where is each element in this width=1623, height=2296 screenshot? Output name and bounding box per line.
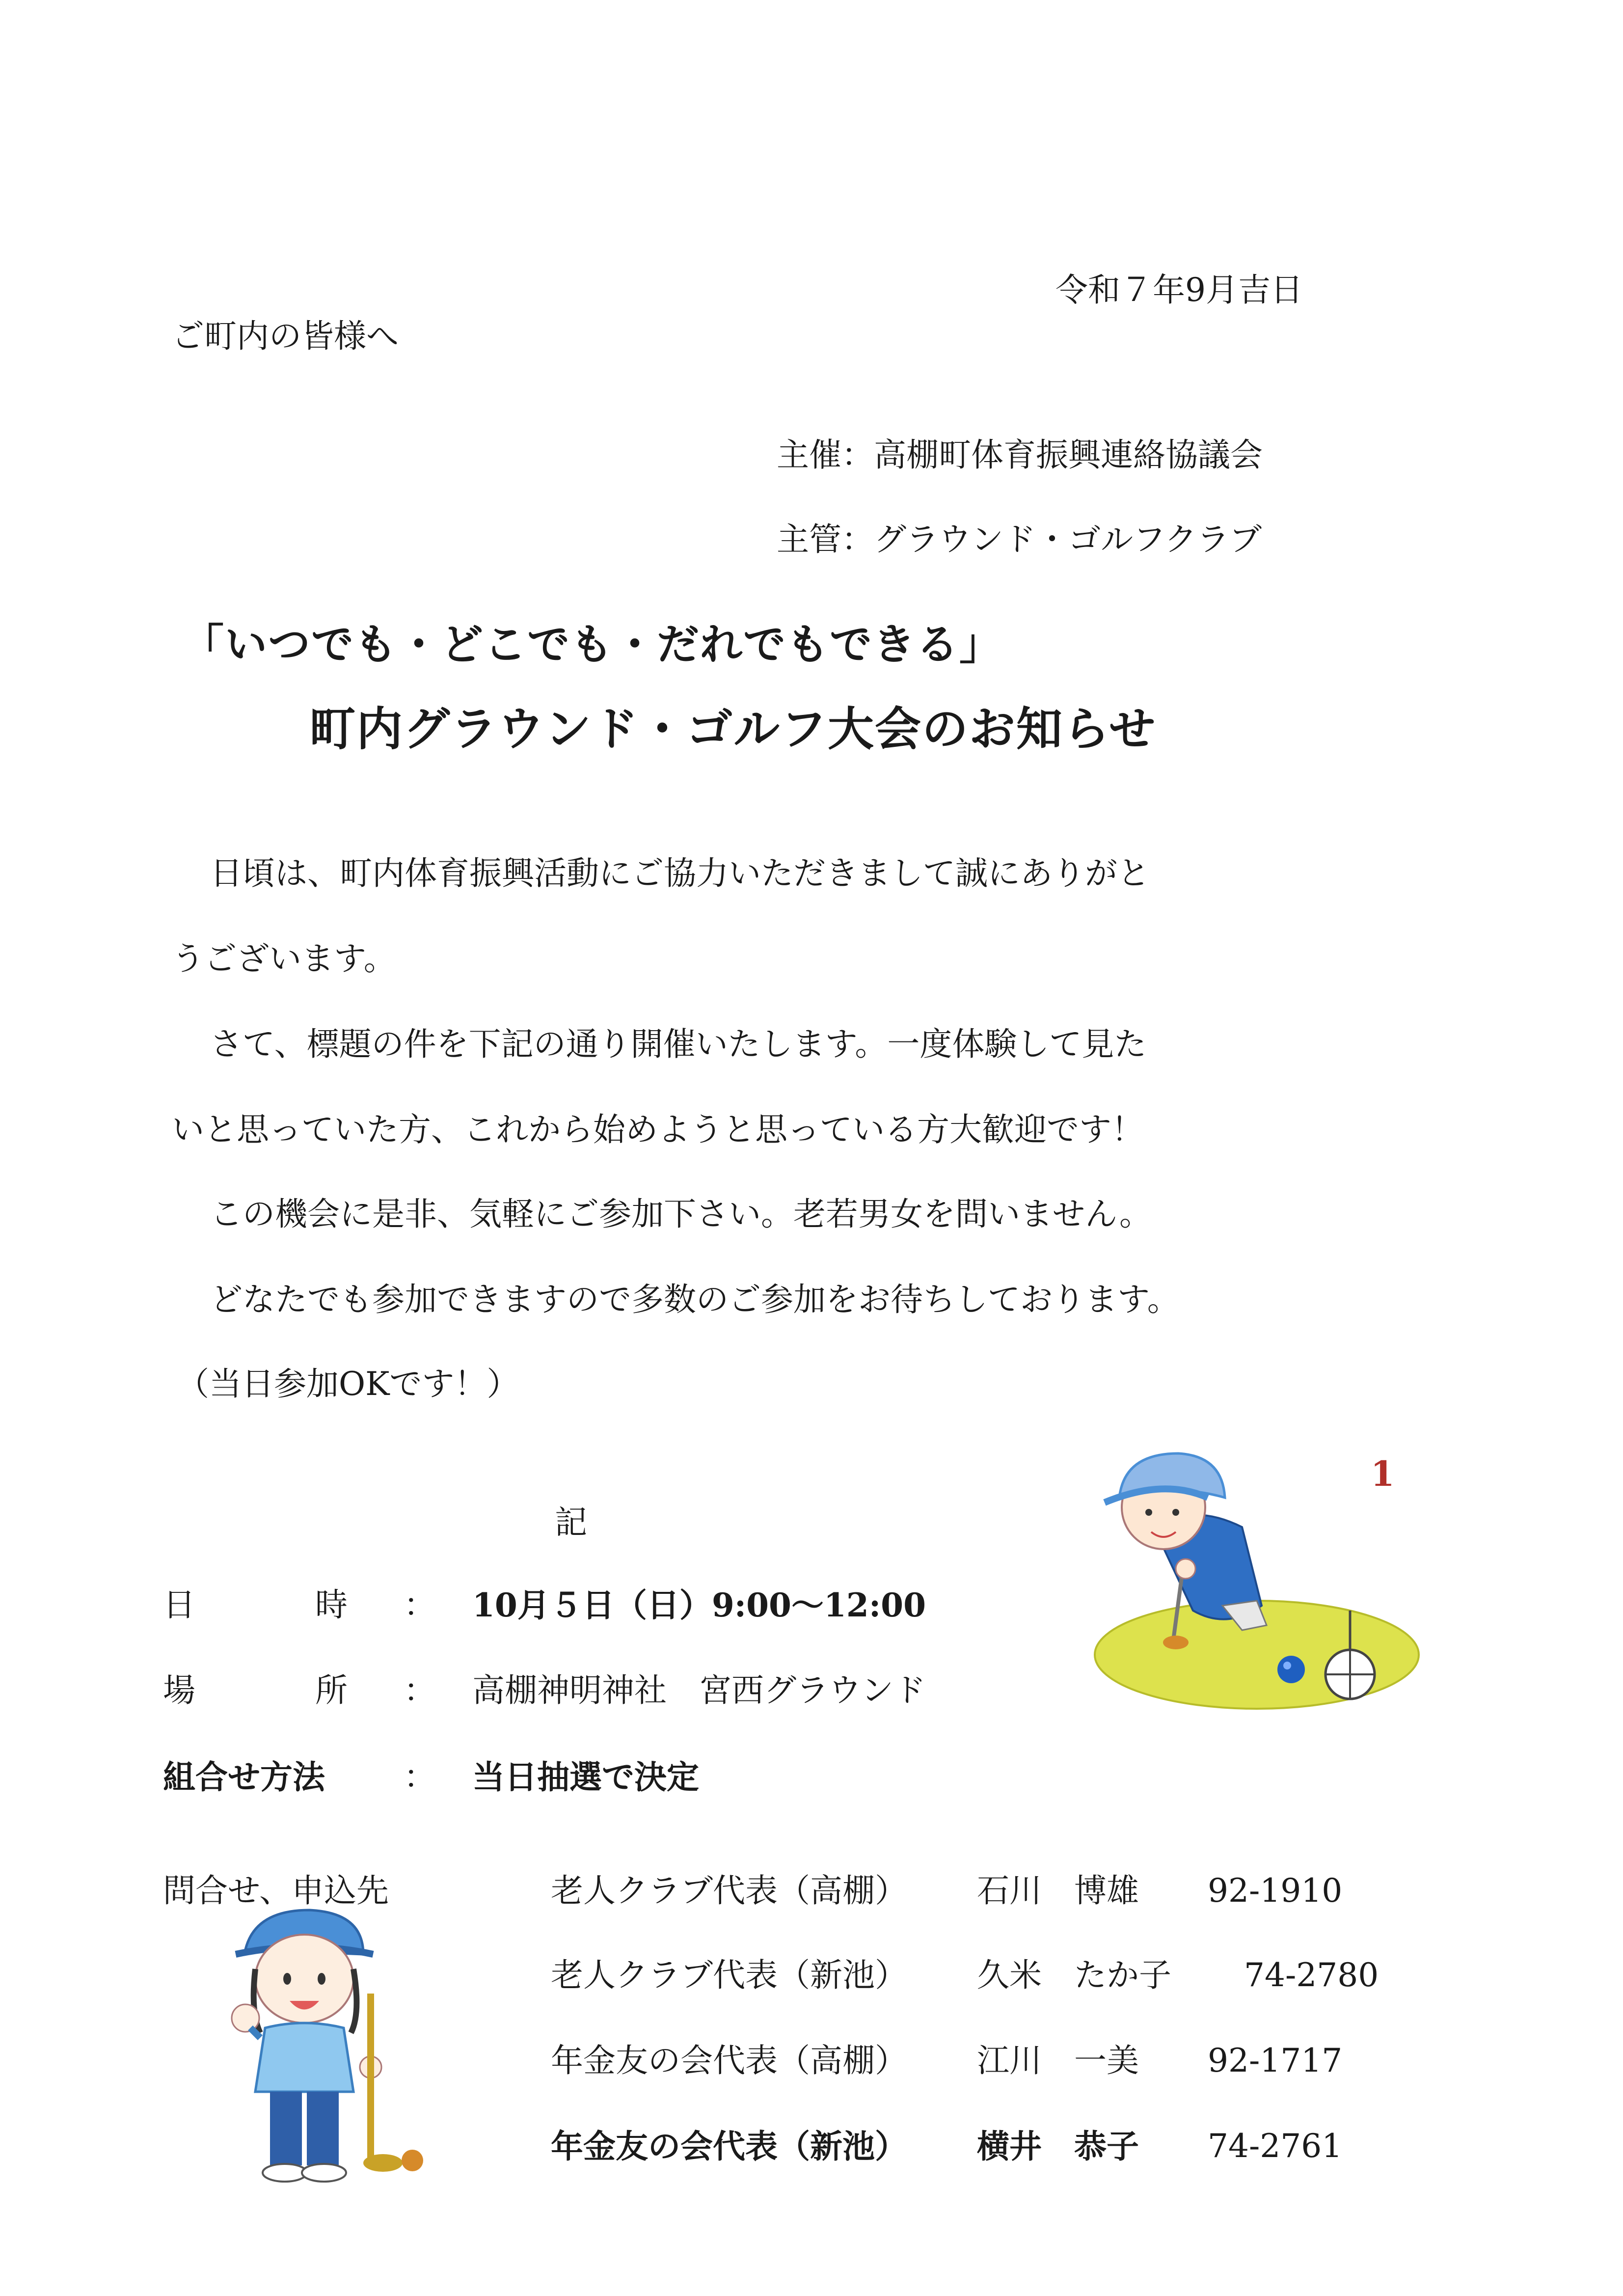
- organizer-text: 主催：高棚町体育振興連絡協議会: [777, 436, 1263, 474]
- contact-org: 年金友の会代表（新池）: [551, 2127, 907, 2165]
- contact-name: 横井 恭子: [977, 2127, 1139, 2165]
- contacts-label: 問合せ、申込先: [163, 1872, 389, 1910]
- place-label-1: 場: [163, 1671, 195, 1709]
- body-line-1: 日頃は、町内体育振興活動にご協力いただきまして誠にありがと: [210, 854, 1150, 892]
- ki-heading: 記: [555, 1503, 587, 1541]
- body-line-6: どなたでも参加できますので多数のご参加をお待ちしております。: [210, 1281, 1180, 1318]
- body-line-3: さて、標題の件を下記の通り開催いたします。一度体験して見た: [210, 1025, 1147, 1063]
- place-label-2: 所: [315, 1671, 348, 1709]
- girl-golfer-illustration: [231, 1905, 437, 2190]
- date-text: 令和７年9月吉日: [1055, 271, 1303, 309]
- method-label: 組合せ方法: [163, 1758, 325, 1796]
- main-title: 町内グラウンド・ゴルフ大会のお知らせ: [309, 702, 1157, 756]
- contact-org: 年金友の会代表（高棚）: [551, 2042, 907, 2079]
- body-line-5: この機会に是非、気軽にご参加下さい。老若男女を問いません。: [210, 1195, 1152, 1233]
- place-value: 高棚神明神社 宮西グラウンド: [472, 1671, 926, 1709]
- datetime-label-1: 日: [163, 1586, 195, 1624]
- contact-phone: 74-2780: [1244, 1956, 1379, 1994]
- datetime-label-2: 時: [315, 1586, 348, 1624]
- addressee-text: ご町内の皆様へ: [172, 317, 399, 355]
- contact-name: 石川 博雄: [977, 1872, 1139, 1910]
- contact-phone: 92-1910: [1208, 1872, 1343, 1910]
- method-value: 当日抽選で決定: [472, 1758, 699, 1796]
- slogan-title: 「いつでも・どこでも・だれでもできる」: [182, 620, 1002, 669]
- contact-phone: 92-1717: [1208, 2042, 1343, 2079]
- contact-org: 老人クラブ代表（高棚）: [551, 1872, 907, 1910]
- contact-org: 老人クラブ代表（新池）: [551, 1956, 907, 1994]
- contact-name: 江川 一美: [977, 2042, 1139, 2079]
- place-colon: ：: [404, 1671, 436, 1709]
- contact-phone: 74-2761: [1208, 2127, 1343, 2165]
- datetime-colon: ：: [404, 1586, 436, 1624]
- body-line-7: （当日参加OKです！）: [177, 1365, 519, 1403]
- manager-text: 主管：グラウンド・ゴルフクラブ: [777, 520, 1262, 558]
- flag-number-text: 1: [1371, 1453, 1395, 1494]
- method-colon: ：: [404, 1758, 436, 1796]
- datetime-value: 10月５日（日）9:00～12:00: [472, 1586, 926, 1624]
- body-line-4: いと思っていた方、これから始めようと思っている方大歓迎です！: [172, 1111, 1144, 1148]
- contact-name: 久米 たか子: [977, 1956, 1171, 1994]
- body-line-2: うございます。: [172, 940, 396, 978]
